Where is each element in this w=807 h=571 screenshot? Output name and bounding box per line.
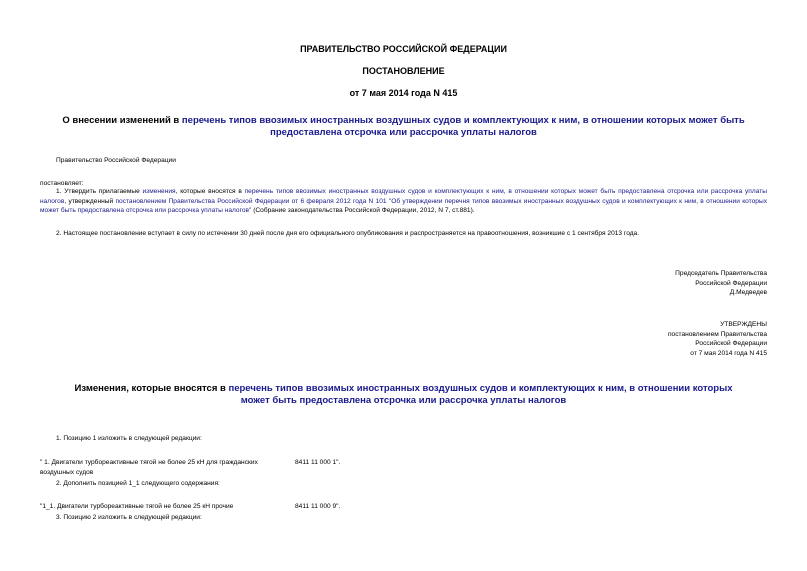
signature-line-1: Председатель Правительства xyxy=(675,270,767,277)
approval-block xyxy=(668,320,767,358)
table-row-1-code: 8411 11 000 1". xyxy=(295,459,341,466)
title-link[interactable]: перечень типов ввозимых иностранных воздушных судов и комплектующих к ним, в отношении которых может быть предоставлена отсрочка или рассрочка уплаты налогов xyxy=(181,115,745,138)
p1-text-3: , утвержденный xyxy=(64,197,116,205)
signature-block xyxy=(675,269,767,298)
item-3: 3. Позицию 2 изложить в следующей редакции: xyxy=(56,514,202,521)
p1-text-4: (Собрание законодательства Российской Федерации, 2012, N 7, ст.881). xyxy=(251,207,475,214)
decree-101-link[interactable]: постановлением Правительства Российской Федерации от 6 февраля 2012 года N 101 "Об утверждении перечня типов ввозимых иностранных воздушных судов и комплектующих к ним, в отношении которых может быть предоставлена отсрочка или рассрочка уплаты налогов" xyxy=(40,197,767,214)
decrees-word: постановляет: xyxy=(40,180,84,187)
approval-line-4: от 7 мая 2014 года N 415 xyxy=(690,349,767,357)
document-date: от 7 мая 2014 года N 415 xyxy=(349,88,458,98)
signature-line-2: Российской Федерации xyxy=(695,279,767,287)
changes-title xyxy=(60,383,747,407)
signature-name: Д.Медведев xyxy=(729,289,767,296)
table-row-2-name: "1_1. Двигатели турбореактивные тягой не более 25 кН прочие xyxy=(40,503,234,510)
changes-title-prefix: Изменения, которые вносятся в xyxy=(74,383,229,394)
p1-text-1: 1. Утвердить прилагаемые xyxy=(56,188,143,195)
approval-line-3: Российской Федерации xyxy=(695,340,767,347)
approval-line-2: постановлением Правительства xyxy=(667,330,767,338)
paragraph-1 xyxy=(40,187,767,216)
table-row-1-name: " 1. Двигатели турбореактивные тягой не более 25 кН для гражданских воздушных судов xyxy=(40,459,258,476)
changes-title-link[interactable]: перечень типов ввозимых иностранных воздушных судов и комплектующих к ним, в отношении которых может быть предоставлена отсрочка или рассрочка уплаты налогов xyxy=(228,383,733,406)
title-prefix: О внесении изменений в xyxy=(62,115,182,126)
item-1: 1. Позицию 1 изложить в следующей редакции: xyxy=(56,435,202,442)
p1-text-2: , которые вносятся в xyxy=(175,188,245,195)
government-heading: ПРАВИТЕЛЬСТВО РОССИЙСКОЙ ФЕДЕРАЦИИ xyxy=(300,44,507,54)
paragraph-2: 2. Настоящее постановление вступает в силу по истечении 30 дней после дня его официального опубликования и распространяется на правоотношения, возникшие с 1 сентября 2013 года. xyxy=(56,230,640,237)
table-row-2-code: 8411 11 000 9". xyxy=(295,503,341,510)
document-type: ПОСТАНОВЛЕНИЕ xyxy=(362,66,445,76)
government-line: Правительство Российской Федерации xyxy=(56,157,176,164)
document-title xyxy=(40,115,767,139)
item-2: 2. Дополнить позицией 1_1 следующего содержания: xyxy=(56,480,220,487)
approval-line-1: УТВЕРЖДЕНЫ xyxy=(720,321,767,328)
list-link[interactable]: перечень типов ввозимых иностранных воздушных судов и комплектующих к ним, в отношении которых может быть предоставлена отсрочка или рассрочка уплаты налогов xyxy=(40,188,767,205)
changes-link[interactable]: изменения xyxy=(142,188,176,195)
